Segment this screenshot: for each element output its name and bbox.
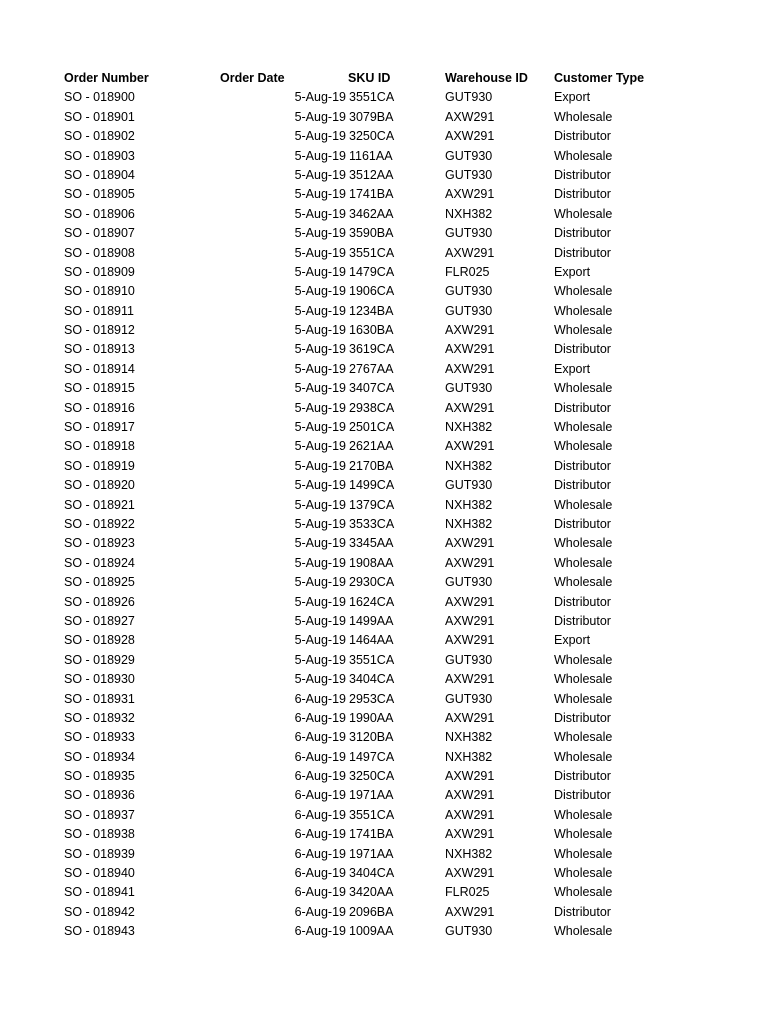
cell-order-number: SO - 018908 <box>64 245 135 260</box>
cell-order-number: SO - 018904 <box>64 167 135 182</box>
table-row <box>0 728 768 747</box>
cell-order-date: 5-Aug-19 <box>294 400 346 415</box>
cell-customer-type: Wholesale <box>554 652 613 667</box>
cell-order-number: SO - 018936 <box>64 788 135 803</box>
table-body <box>0 88 768 941</box>
cell-customer-type: Distributor <box>554 904 611 919</box>
cell-order-number: SO - 018937 <box>64 807 135 822</box>
cell-order-number: SO - 018931 <box>64 691 135 706</box>
table-row <box>0 185 768 204</box>
cell-sku-id: 3407CA <box>349 381 395 396</box>
cell-order-number: SO - 018902 <box>64 129 135 144</box>
table-row <box>0 612 768 631</box>
cell-customer-type: Wholesale <box>554 148 613 163</box>
cell-sku-id: 1990AA <box>349 710 394 725</box>
cell-sku-id: 1741BA <box>349 187 394 202</box>
cell-sku-id: 3420AA <box>349 885 394 900</box>
cell-warehouse-id: NXH382 <box>445 749 493 764</box>
table-row <box>0 786 768 805</box>
cell-customer-type: Distributor <box>554 187 611 202</box>
cell-customer-type: Distributor <box>554 458 611 473</box>
table-header-row <box>0 69 768 88</box>
cell-order-date: 5-Aug-19 <box>294 148 346 163</box>
cell-sku-id: 1906CA <box>349 284 395 299</box>
cell-order-number: SO - 018907 <box>64 226 135 241</box>
cell-order-number: SO - 018903 <box>64 148 135 163</box>
cell-sku-id: 1497CA <box>349 749 395 764</box>
cell-customer-type: Wholesale <box>554 672 613 687</box>
cell-order-number: SO - 018935 <box>64 769 135 784</box>
cell-customer-type: Distributor <box>554 400 611 415</box>
cell-customer-type: Distributor <box>554 516 611 531</box>
header-warehouse-id: Warehouse ID <box>445 71 528 85</box>
cell-warehouse-id: GUT930 <box>445 381 493 396</box>
cell-order-number: SO - 018924 <box>64 555 135 570</box>
cell-sku-id: 3551CA <box>349 807 395 822</box>
cell-customer-type: Wholesale <box>554 866 613 881</box>
cell-sku-id: 3120BA <box>349 730 394 745</box>
cell-order-number: SO - 018929 <box>64 652 135 667</box>
cell-sku-id: 1630BA <box>349 323 394 338</box>
cell-sku-id: 2096BA <box>349 904 394 919</box>
cell-customer-type: Wholesale <box>554 536 613 551</box>
cell-sku-id: 3590BA <box>349 226 394 241</box>
cell-sku-id: 3551CA <box>349 90 395 105</box>
cell-order-date: 6-Aug-19 <box>294 710 346 725</box>
cell-order-number: SO - 018932 <box>64 710 135 725</box>
table-row <box>0 631 768 650</box>
cell-order-number: SO - 018942 <box>64 904 135 919</box>
cell-sku-id: 2621AA <box>349 439 394 454</box>
cell-order-date: 6-Aug-19 <box>294 749 346 764</box>
cell-sku-id: 1624CA <box>349 594 395 609</box>
table-row <box>0 534 768 553</box>
cell-customer-type: Wholesale <box>554 846 613 861</box>
cell-customer-type: Distributor <box>554 167 611 182</box>
cell-warehouse-id: AXW291 <box>445 361 495 376</box>
cell-warehouse-id: AXW291 <box>445 672 495 687</box>
cell-sku-id: 1234BA <box>349 303 394 318</box>
cell-warehouse-id: NXH382 <box>445 516 493 531</box>
cell-sku-id: 1161AA <box>349 148 393 163</box>
cell-customer-type: Wholesale <box>554 555 613 570</box>
cell-sku-id: 3462AA <box>349 206 394 221</box>
cell-customer-type: Distributor <box>554 245 611 260</box>
cell-sku-id: 1464AA <box>349 633 394 648</box>
cell-order-number: SO - 018940 <box>64 866 135 881</box>
cell-order-number: SO - 018920 <box>64 478 135 493</box>
cell-sku-id: 3250CA <box>349 769 395 784</box>
cell-order-date: 5-Aug-19 <box>294 439 346 454</box>
cell-order-number: SO - 018941 <box>64 885 135 900</box>
cell-order-number: SO - 018914 <box>64 361 135 376</box>
cell-order-number: SO - 018919 <box>64 458 135 473</box>
cell-order-date: 5-Aug-19 <box>294 245 346 260</box>
cell-warehouse-id: GUT930 <box>445 478 493 493</box>
cell-warehouse-id: GUT930 <box>445 575 493 590</box>
table-row <box>0 418 768 437</box>
table-row <box>0 748 768 767</box>
cell-order-number: SO - 018930 <box>64 672 135 687</box>
order-table <box>0 69 768 942</box>
table-row <box>0 437 768 456</box>
cell-sku-id: 3512AA <box>349 167 394 182</box>
table-row <box>0 321 768 340</box>
cell-sku-id: 2930CA <box>349 575 395 590</box>
cell-customer-type: Distributor <box>554 613 611 628</box>
cell-warehouse-id: NXH382 <box>445 846 493 861</box>
cell-order-number: SO - 018901 <box>64 109 135 124</box>
table-row <box>0 224 768 243</box>
table-row <box>0 127 768 146</box>
cell-warehouse-id: AXW291 <box>445 904 495 919</box>
cell-warehouse-id: NXH382 <box>445 730 493 745</box>
cell-order-date: 5-Aug-19 <box>294 613 346 628</box>
cell-order-number: SO - 018912 <box>64 323 135 338</box>
cell-warehouse-id: GUT930 <box>445 691 493 706</box>
cell-warehouse-id: GUT930 <box>445 303 493 318</box>
cell-customer-type: Wholesale <box>554 749 613 764</box>
cell-customer-type: Export <box>554 264 591 279</box>
cell-order-date: 6-Aug-19 <box>294 924 346 939</box>
cell-order-number: SO - 018933 <box>64 730 135 745</box>
cell-warehouse-id: GUT930 <box>445 284 493 299</box>
cell-order-date: 5-Aug-19 <box>294 458 346 473</box>
cell-customer-type: Distributor <box>554 478 611 493</box>
cell-warehouse-id: NXH382 <box>445 206 493 221</box>
table-row <box>0 263 768 282</box>
header-customer-type: Customer Type <box>554 71 645 85</box>
cell-order-date: 5-Aug-19 <box>294 187 346 202</box>
table-row <box>0 922 768 941</box>
cell-warehouse-id: NXH382 <box>445 420 493 435</box>
cell-order-date: 6-Aug-19 <box>294 807 346 822</box>
cell-order-date: 5-Aug-19 <box>294 672 346 687</box>
cell-sku-id: 3404CA <box>349 672 395 687</box>
cell-warehouse-id: GUT930 <box>445 652 493 667</box>
cell-customer-type: Wholesale <box>554 691 613 706</box>
cell-order-date: 5-Aug-19 <box>294 652 346 667</box>
cell-order-number: SO - 018910 <box>64 284 135 299</box>
cell-sku-id: 1499CA <box>349 478 395 493</box>
cell-warehouse-id: AXW291 <box>445 323 495 338</box>
table-row <box>0 767 768 786</box>
cell-order-number: SO - 018911 <box>64 303 134 318</box>
table-row <box>0 515 768 534</box>
cell-customer-type: Wholesale <box>554 807 613 822</box>
cell-order-date: 5-Aug-19 <box>294 497 346 512</box>
cell-order-date: 5-Aug-19 <box>294 555 346 570</box>
cell-customer-type: Wholesale <box>554 575 613 590</box>
table-row <box>0 166 768 185</box>
cell-order-date: 6-Aug-19 <box>294 904 346 919</box>
table-row <box>0 360 768 379</box>
table-row <box>0 379 768 398</box>
cell-order-date: 5-Aug-19 <box>294 264 346 279</box>
cell-order-date: 5-Aug-19 <box>294 594 346 609</box>
cell-sku-id: 3551CA <box>349 245 395 260</box>
cell-order-date: 5-Aug-19 <box>294 226 346 241</box>
cell-sku-id: 2953CA <box>349 691 395 706</box>
cell-customer-type: Wholesale <box>554 827 613 842</box>
cell-warehouse-id: AXW291 <box>445 439 495 454</box>
table-row <box>0 903 768 922</box>
cell-customer-type: Distributor <box>554 129 611 144</box>
table-row <box>0 651 768 670</box>
cell-sku-id: 1971AA <box>349 788 394 803</box>
cell-warehouse-id: FLR025 <box>445 885 490 900</box>
cell-order-date: 5-Aug-19 <box>294 129 346 144</box>
cell-customer-type: Wholesale <box>554 303 613 318</box>
cell-customer-type: Export <box>554 90 591 105</box>
header-order-number: Order Number <box>64 71 149 85</box>
cell-order-date: 5-Aug-19 <box>294 342 346 357</box>
cell-sku-id: 2501CA <box>349 420 395 435</box>
table-row <box>0 302 768 321</box>
table-row <box>0 864 768 883</box>
cell-order-date: 6-Aug-19 <box>294 885 346 900</box>
table-row <box>0 244 768 263</box>
cell-customer-type: Distributor <box>554 710 611 725</box>
cell-warehouse-id: AXW291 <box>445 129 495 144</box>
table-row <box>0 593 768 612</box>
cell-sku-id: 3404CA <box>349 866 395 881</box>
cell-warehouse-id: GUT930 <box>445 167 493 182</box>
cell-sku-id: 1499AA <box>349 613 394 628</box>
table-row <box>0 690 768 709</box>
cell-warehouse-id: GUT930 <box>445 148 493 163</box>
cell-order-date: 5-Aug-19 <box>294 284 346 299</box>
cell-order-number: SO - 018922 <box>64 516 135 531</box>
cell-customer-type: Wholesale <box>554 284 613 299</box>
cell-order-number: SO - 018925 <box>64 575 135 590</box>
table-row <box>0 806 768 825</box>
cell-order-number: SO - 018916 <box>64 400 135 415</box>
cell-order-date: 6-Aug-19 <box>294 827 346 842</box>
cell-customer-type: Distributor <box>554 788 611 803</box>
table-row <box>0 476 768 495</box>
cell-warehouse-id: AXW291 <box>445 109 495 124</box>
table-row <box>0 457 768 476</box>
table-row <box>0 340 768 359</box>
cell-sku-id: 2767AA <box>349 361 394 376</box>
table-row <box>0 883 768 902</box>
cell-sku-id: 3079BA <box>349 109 394 124</box>
cell-customer-type: Distributor <box>554 594 611 609</box>
cell-sku-id: 3551CA <box>349 652 395 667</box>
cell-order-number: SO - 018938 <box>64 827 135 842</box>
cell-customer-type: Wholesale <box>554 924 613 939</box>
cell-order-number: SO - 018906 <box>64 206 135 221</box>
cell-sku-id: 1971AA <box>349 846 394 861</box>
cell-customer-type: Wholesale <box>554 381 613 396</box>
cell-sku-id: 3619CA <box>349 342 395 357</box>
cell-order-date: 5-Aug-19 <box>294 90 346 105</box>
cell-warehouse-id: AXW291 <box>445 788 495 803</box>
cell-order-number: SO - 018934 <box>64 749 135 764</box>
cell-order-number: SO - 018913 <box>64 342 135 357</box>
cell-sku-id: 3533CA <box>349 516 395 531</box>
table-row <box>0 554 768 573</box>
cell-order-number: SO - 018915 <box>64 381 135 396</box>
cell-warehouse-id: AXW291 <box>445 555 495 570</box>
cell-order-date: 6-Aug-19 <box>294 769 346 784</box>
cell-order-date: 5-Aug-19 <box>294 381 346 396</box>
cell-customer-type: Wholesale <box>554 439 613 454</box>
cell-order-date: 5-Aug-19 <box>294 361 346 376</box>
cell-warehouse-id: AXW291 <box>445 536 495 551</box>
cell-order-date: 5-Aug-19 <box>294 303 346 318</box>
cell-customer-type: Wholesale <box>554 420 613 435</box>
cell-order-date: 5-Aug-19 <box>294 536 346 551</box>
cell-warehouse-id: AXW291 <box>445 633 495 648</box>
cell-customer-type: Wholesale <box>554 497 613 512</box>
cell-order-date: 5-Aug-19 <box>294 323 346 338</box>
cell-warehouse-id: AXW291 <box>445 594 495 609</box>
cell-customer-type: Export <box>554 361 591 376</box>
cell-warehouse-id: GUT930 <box>445 924 493 939</box>
cell-warehouse-id: AXW291 <box>445 769 495 784</box>
cell-warehouse-id: FLR025 <box>445 264 490 279</box>
cell-order-number: SO - 018928 <box>64 633 135 648</box>
table-row <box>0 845 768 864</box>
header-sku-id: SKU ID <box>348 71 391 85</box>
cell-order-date: 5-Aug-19 <box>294 633 346 648</box>
cell-sku-id: 2938CA <box>349 400 395 415</box>
cell-sku-id: 3250CA <box>349 129 395 144</box>
cell-order-date: 5-Aug-19 <box>294 478 346 493</box>
cell-order-date: 6-Aug-19 <box>294 730 346 745</box>
cell-order-number: SO - 018909 <box>64 264 135 279</box>
table-row <box>0 709 768 728</box>
cell-warehouse-id: AXW291 <box>445 827 495 842</box>
cell-warehouse-id: GUT930 <box>445 90 493 105</box>
cell-order-number: SO - 018900 <box>64 90 135 105</box>
cell-order-number: SO - 018923 <box>64 536 135 551</box>
table-row <box>0 282 768 301</box>
table-row <box>0 205 768 224</box>
cell-sku-id: 1741BA <box>349 827 394 842</box>
table-row <box>0 399 768 418</box>
cell-order-date: 5-Aug-19 <box>294 167 346 182</box>
cell-order-number: SO - 018905 <box>64 187 135 202</box>
cell-customer-type: Distributor <box>554 769 611 784</box>
cell-order-date: 5-Aug-19 <box>294 420 346 435</box>
cell-warehouse-id: GUT930 <box>445 226 493 241</box>
cell-order-date: 6-Aug-19 <box>294 846 346 861</box>
cell-sku-id: 2170BA <box>349 458 394 473</box>
cell-order-number: SO - 018918 <box>64 439 135 454</box>
cell-warehouse-id: AXW291 <box>445 400 495 415</box>
cell-warehouse-id: NXH382 <box>445 497 493 512</box>
table-row <box>0 108 768 127</box>
cell-customer-type: Wholesale <box>554 885 613 900</box>
table-row <box>0 670 768 689</box>
cell-customer-type: Distributor <box>554 342 611 357</box>
cell-warehouse-id: AXW291 <box>445 342 495 357</box>
cell-warehouse-id: AXW291 <box>445 710 495 725</box>
cell-order-number: SO - 018927 <box>64 613 135 628</box>
table-row <box>0 147 768 166</box>
cell-warehouse-id: AXW291 <box>445 613 495 628</box>
table-row <box>0 496 768 515</box>
cell-order-number: SO - 018926 <box>64 594 135 609</box>
table-row <box>0 88 768 107</box>
cell-order-date: 6-Aug-19 <box>294 691 346 706</box>
cell-customer-type: Wholesale <box>554 109 613 124</box>
cell-order-date: 5-Aug-19 <box>294 516 346 531</box>
cell-warehouse-id: AXW291 <box>445 187 495 202</box>
table-row <box>0 825 768 844</box>
cell-sku-id: 1379CA <box>349 497 395 512</box>
cell-order-number: SO - 018943 <box>64 924 135 939</box>
cell-order-number: SO - 018917 <box>64 420 135 435</box>
header-order-date: Order Date <box>220 71 285 85</box>
cell-order-date: 6-Aug-19 <box>294 866 346 881</box>
cell-order-number: SO - 018939 <box>64 846 135 861</box>
cell-customer-type: Wholesale <box>554 730 613 745</box>
cell-customer-type: Wholesale <box>554 206 613 221</box>
cell-warehouse-id: AXW291 <box>445 866 495 881</box>
cell-order-date: 5-Aug-19 <box>294 575 346 590</box>
cell-sku-id: 3345AA <box>349 536 394 551</box>
cell-order-number: SO - 018921 <box>64 497 135 512</box>
cell-order-date: 5-Aug-19 <box>294 206 346 221</box>
cell-customer-type: Distributor <box>554 226 611 241</box>
cell-customer-type: Export <box>554 633 591 648</box>
table-row <box>0 573 768 592</box>
cell-warehouse-id: AXW291 <box>445 245 495 260</box>
cell-sku-id: 1009AA <box>349 924 394 939</box>
cell-order-date: 5-Aug-19 <box>294 109 346 124</box>
cell-order-date: 6-Aug-19 <box>294 788 346 803</box>
cell-customer-type: Wholesale <box>554 323 613 338</box>
cell-sku-id: 1479CA <box>349 264 395 279</box>
cell-warehouse-id: NXH382 <box>445 458 493 473</box>
cell-warehouse-id: AXW291 <box>445 807 495 822</box>
cell-sku-id: 1908AA <box>349 555 394 570</box>
